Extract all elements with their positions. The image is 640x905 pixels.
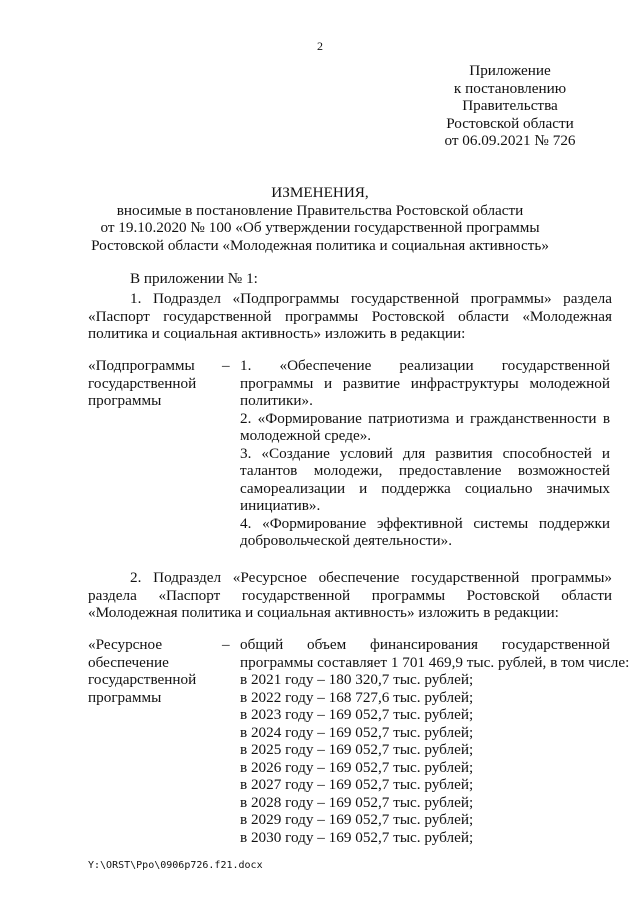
subprogram-item: 4. «Формирование эффективной системы поддержки добровольческой деятельности». (240, 514, 610, 549)
approval-line: Приложение (469, 62, 551, 79)
approval-line: Ростовской области (446, 114, 574, 132)
heading-line: от 19.10.2020 № 100 «Об утверждении государственной программы (100, 219, 540, 236)
section2-label-line: программы (88, 688, 162, 706)
section1-paragraph (88, 290, 612, 343)
funding-year-line: в 2023 году – 169 052,7 тыс. рублей; (240, 706, 474, 723)
section1-label-line: программы (88, 392, 162, 409)
funding-year-line: в 2030 году – 169 052,7 тыс. рублей; (240, 828, 474, 846)
section2-label-line: «Ресурсное (88, 636, 163, 653)
heading-line: вносимые в постановление Правительства Ростовской области (116, 201, 524, 219)
approval-line: к постановлению (453, 79, 567, 97)
section2-label-line: обеспечение (88, 653, 169, 671)
section2-label-line: государственной (88, 671, 197, 688)
heading-line: Ростовской области «Молодежная политика и социальная активность» (91, 236, 549, 254)
section2-label (88, 636, 212, 706)
funding-year-line: в 2029 году – 169 052,7 тыс. рублей; (240, 811, 474, 828)
funding-year-line: в 2021 году – 180 320,7 тыс. рублей; (240, 671, 474, 688)
funding-year-line: в 2026 году – 169 052,7 тыс. рублей; (240, 758, 474, 776)
funding-total-line: общий объем финансирования государственной (240, 636, 610, 653)
section1-label (88, 357, 212, 410)
funding-year-line: в 2025 году – 169 052,7 тыс. рублей; (240, 741, 474, 758)
funding-year-line: в 2027 году – 169 052,7 тыс. рублей; (240, 776, 474, 793)
funding-total-line: программы составляет 1 701 469,9 тыс. рублей, в том числе: (240, 653, 630, 671)
section2-dash: – (222, 636, 230, 653)
page-number: 2 (317, 39, 323, 53)
approval-block (430, 62, 590, 150)
document-title: ИЗМЕНЕНИЯ, (271, 184, 369, 201)
funding-year-line: в 2022 году – 168 727,6 тыс. рублей; (240, 688, 474, 706)
section1-label-line: государственной (88, 374, 197, 392)
approval-line: Правительства (462, 97, 558, 114)
section2-content (240, 636, 630, 846)
file-path-footer: Y:\ORST\Ppo\0906p726.f21.docx (88, 860, 263, 871)
intro-line: В приложении № 1: (130, 270, 258, 287)
subprogram-item: 3. «Создание условий для развития способностей и талантов молодежи, предоставление возможностей самореализации и поддержка социально значимых инициатив». (240, 444, 610, 514)
section2-paragraph-text: 2. Подраздел «Ресурсное обеспечение государственной программы» раздела «Паспорт государственной программы Ростовской области «Молодежная политика и социальная активность» изложить в редакции: (88, 569, 612, 621)
section1-label-line: «Подпрограммы (88, 357, 195, 374)
section1-paragraph-text: 1. Подраздел «Подпрограммы государственной программы» раздела «Паспорт государственной программы Ростовской области «Молодежная политика и социальная активность» изложить в редакции: (88, 290, 612, 342)
section1-content (240, 357, 610, 550)
subprogram-item: 2. «Формирование патриотизма и гражданственности в молодежной среде». (240, 409, 610, 444)
document-heading (80, 184, 560, 254)
approval-line: от 06.09.2021 № 726 (444, 132, 576, 149)
subprogram-item: 1. «Обеспечение реализации государственной программы и развитие инфраструктуры молодежной политики». (240, 357, 610, 409)
section2-paragraph (88, 569, 612, 622)
section1-dash: – (222, 357, 230, 374)
funding-year-line: в 2024 году – 169 052,7 тыс. рублей; (240, 723, 474, 741)
funding-year-line: в 2028 году – 169 052,7 тыс. рублей; (240, 793, 474, 811)
